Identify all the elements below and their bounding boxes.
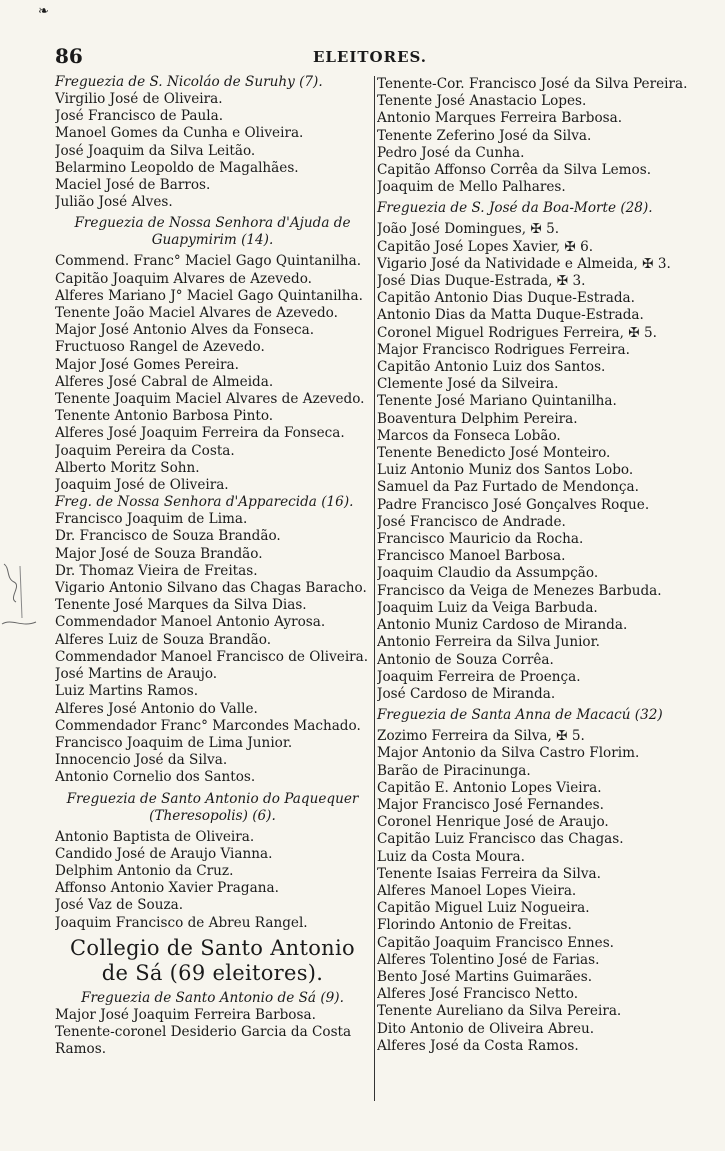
- elector-entry: Tenente Antonio Barbosa Pinto.: [55, 408, 274, 425]
- elector-entry: Major Francisco José Fernandes.: [377, 796, 604, 813]
- entry-list: [55, 829, 370, 932]
- section-heading: Freguezia de Nossa Senhora d'Ajuda de Guapymirim (14).: [74, 215, 351, 249]
- elector-entry: Vigario Antonio Silvano das Chagas Baracho.: [55, 580, 367, 597]
- elector-entry: Alferes José Cabral de Almeida.: [55, 373, 274, 390]
- elector-entry: Tenente José Anastacio Lopes.: [377, 93, 587, 110]
- elector-entry: Alferes José Antonio do Valle.: [55, 700, 258, 717]
- elector-entry: Coronel Miguel Rodrigues Ferreira, ✠ 5.: [377, 324, 657, 341]
- elector-entry: Samuel da Paz Furtado de Mendonça.: [377, 479, 639, 496]
- elector-entry: Major Francisco Rodrigues Ferreira.: [377, 341, 630, 358]
- elector-entry: Francisco Mauricio da Rocha.: [377, 531, 584, 548]
- elector-entry: Commendador Manoel Francisco de Oliveira.: [55, 648, 369, 665]
- elector-entry: Joaquim Ferreira de Proença.: [377, 668, 581, 685]
- ornament-mark: ❧: [38, 4, 49, 19]
- section-heading: Freguezia de Santo Antonio de Sá (9).: [81, 989, 344, 1006]
- elector-entry: Innocencio José da Silva.: [55, 752, 228, 769]
- elector-entry: Dito Antonio de Oliveira Abreu.: [377, 1020, 595, 1037]
- elector-entry: Alferes Manoel Lopes Vieira.: [377, 882, 577, 899]
- elector-entry: Commend. Franc° Maciel Gago Quintanilha.: [55, 253, 362, 270]
- elector-entry: Tenente-Cor. Francisco José da Silva Pereira.: [377, 76, 688, 92]
- elector-entry: Alferes José Francisco Netto.: [377, 986, 579, 1003]
- entry-list: [55, 511, 370, 786]
- elector-entry: Alberto Moritz Sohn.: [55, 459, 200, 476]
- elector-entry: Tenente Joaquim Maciel Alvares de Azevedo.: [55, 391, 365, 408]
- elector-entry: Capitão Antonio Dias Duque-Estrada.: [377, 290, 635, 307]
- elector-entry: Julião José Alves.: [55, 194, 173, 211]
- elector-entry: José Martins de Araujo.: [55, 666, 218, 683]
- elector-entry: Luiz da Costa Moura.: [377, 848, 525, 865]
- elector-entry: Tenente José Mariano Quintanilha.: [377, 393, 617, 410]
- elector-entry: Antonio Marques Ferreira Barbosa.: [377, 110, 623, 127]
- elector-entry: João José Domingues, ✠ 5.: [377, 221, 560, 238]
- elector-entry: Affonso Antonio Xavier Pragana.: [55, 880, 279, 897]
- elector-entry: Major José Gomes Pereira.: [55, 356, 239, 373]
- elector-entry: Francisco da Veiga de Menezes Barbuda.: [377, 582, 662, 599]
- elector-entry: Coronel Henrique José de Araujo.: [377, 814, 609, 831]
- elector-entry: Major José Joaquim Ferreira Barbosa.: [55, 1006, 316, 1023]
- page-number: 86: [55, 44, 83, 68]
- elector-entry: Antonio Ferreira da Silva Junior.: [377, 634, 600, 651]
- elector-entry: Capitão José Lopes Xavier, ✠ 6.: [377, 238, 594, 255]
- elector-entry: Candido José de Araujo Vianna.: [55, 845, 273, 862]
- section-heading: Freguezia de Santo Antonio do Paquequer (Theresopolis) (6).: [66, 790, 359, 824]
- elector-entry: José Francisco de Andrade.: [377, 513, 566, 530]
- elector-entry: Capitão E. Antonio Lopes Vieira.: [377, 779, 602, 796]
- elector-entry: Antonio Baptista de Oliveira.: [55, 828, 255, 845]
- elector-entry: Zozimo Ferreira da Silva, ✠ 5.: [377, 728, 585, 745]
- elector-entry: Capitão Luiz Francisco das Chagas.: [377, 831, 624, 848]
- elector-entry: Boaventura Delphim Pereira.: [377, 410, 578, 427]
- elector-entry: Capitão Affonso Corrêa da Silva Lemos.: [377, 162, 652, 179]
- elector-entry: Dr. Thomaz Vieira de Freitas.: [55, 562, 258, 579]
- elector-entry: Antonio Muniz Cardoso de Miranda.: [377, 617, 628, 634]
- elector-entry: Francisco Manoel Barbosa.: [377, 548, 566, 565]
- elector-entry: Pedro José da Cunha.: [377, 144, 525, 161]
- elector-entry: Fructuoso Rangel de Azevedo.: [55, 339, 265, 356]
- elector-entry: Tenente Aureliano da Silva Pereira.: [377, 1003, 622, 1020]
- elector-entry: José Vaz de Souza.: [55, 897, 184, 914]
- elector-entry: Capitão Joaquim Francisco Ennes.: [377, 934, 615, 951]
- section-heading: Freguezia de Santa Anna de Macacú (32): [377, 707, 663, 724]
- elector-entry: Joaquim de Mello Palhares.: [377, 179, 566, 196]
- elector-entry: Joaquim José de Oliveira.: [55, 477, 229, 494]
- elector-entry: Capitão Joaquim Alvares de Azevedo.: [55, 270, 312, 287]
- page-header: [55, 44, 685, 70]
- elector-entry: Tenente Benedicto José Monteiro.: [377, 445, 611, 462]
- elector-entry: Major José Antonio Alves da Fonseca.: [55, 322, 315, 339]
- elector-entry: Tenente João Maciel Alvares de Azevedo.: [55, 305, 338, 322]
- elector-entry: Alferes Mariano J° Maciel Gago Quintanilha.: [55, 287, 363, 304]
- elector-entry: Antonio Cornelio dos Santos.: [55, 769, 256, 786]
- elector-entry: Florindo Antonio de Freitas.: [377, 917, 572, 934]
- elector-entry: Clemente José da Silveira.: [377, 376, 559, 393]
- elector-entry: Padre Francisco José Gonçalves Roque.: [377, 496, 650, 513]
- entry-list: [55, 91, 370, 211]
- entry-list: [377, 221, 689, 703]
- elector-entry: Maciel José de Barros.: [55, 177, 211, 194]
- entry-list: [377, 728, 689, 1055]
- elector-entry: Tenente Zeferino José da Silva.: [377, 127, 592, 144]
- elector-entry: Joaquim Pereira da Costa.: [55, 442, 235, 459]
- running-title: ELEITORES.: [312, 48, 428, 66]
- elector-entry: Francisco Joaquim de Lima.: [55, 511, 248, 528]
- elector-entry: José Francisco de Paula.: [55, 108, 224, 125]
- elector-entry: Marcos da Fonseca Lobão.: [377, 427, 561, 444]
- entry-list: [55, 253, 370, 494]
- elector-entry: Joaquim Claudio da Assumpção.: [377, 565, 599, 582]
- section-heading: Freguezia de S. José da Boa-Morte (28).: [377, 200, 653, 217]
- entry-list: [377, 76, 689, 196]
- elector-entry: Capitão Antonio Luiz dos Santos.: [377, 359, 606, 376]
- elector-entry: Bento José Martins Guimarães.: [377, 968, 593, 985]
- college-title: Collegio de Santo Antonio de Sá (69 eleitores).: [70, 935, 355, 985]
- elector-entry: Vigario José da Natividade e Almeida, ✠ 3.: [377, 255, 671, 272]
- elector-entry: Alferes José da Costa Ramos.: [377, 1037, 579, 1054]
- elector-entry: Alferes Luiz de Souza Brandão.: [55, 631, 272, 648]
- elector-entry: Joaquim Luiz da Veiga Barbuda.: [377, 599, 598, 616]
- elector-entry: Dr. Francisco de Souza Brandão.: [55, 528, 281, 545]
- elector-entry: Manoel Gomes da Cunha e Oliveira.: [55, 125, 304, 142]
- elector-entry: Antonio Dias da Matta Duque-Estrada.: [377, 307, 644, 324]
- elector-entry: Francisco Joaquim de Lima Junior.: [55, 734, 293, 751]
- elector-entry: Commendador Franc° Marcondes Machado.: [55, 717, 361, 734]
- elector-entry: Joaquim Francisco de Abreu Rangel.: [55, 914, 308, 931]
- elector-entry: Commendador Manoel Antonio Ayrosa.: [55, 614, 326, 631]
- elector-entry: Tenente José Marques da Silva Dias.: [55, 597, 307, 614]
- margin-scribble-icon: [0, 558, 42, 630]
- elector-entry: Delphim Antonio da Cruz.: [55, 862, 234, 879]
- elector-entry: Major Antonio da Silva Castro Florim.: [377, 745, 640, 762]
- elector-entry: Capitão Miguel Luiz Nogueira.: [377, 900, 590, 917]
- elector-entry: Tenente-coronel Desiderio Garcia da Costa Ramos.: [55, 1023, 352, 1058]
- elector-entry: Virgilio José de Oliveira.: [55, 91, 223, 107]
- section-heading: Freguezia de S. Nicoláo de Suruhy (7).: [55, 74, 323, 90]
- elector-entry: Antonio de Souza Corrêa.: [377, 651, 554, 668]
- elector-entry: Belarmino Leopoldo de Magalhães.: [55, 159, 299, 176]
- elector-entry: José Joaquim da Silva Leitão.: [55, 142, 256, 159]
- right-column: [374, 76, 689, 1101]
- elector-entry: Luiz Martins Ramos.: [55, 683, 199, 700]
- elector-entry: Major José de Souza Brandão.: [55, 545, 263, 562]
- elector-entry: Alferes José Joaquim Ferreira da Fonseca.: [55, 425, 345, 442]
- elector-entry: José Cardoso de Miranda.: [377, 685, 556, 702]
- elector-entry: Alferes Tolentino José de Farias.: [377, 951, 600, 968]
- elector-entry: José Dias Duque-Estrada, ✠ 3.: [377, 273, 586, 290]
- elector-entry: Luiz Antonio Muniz dos Santos Lobo.: [377, 462, 634, 479]
- elector-entry: Tenente Isaias Ferreira da Silva.: [377, 865, 601, 882]
- left-column: [55, 74, 370, 1058]
- elector-entry: Barão de Piracinunga.: [377, 762, 531, 779]
- section-heading: Freg. de Nossa Senhora d'Apparecida (16).: [55, 494, 354, 511]
- entry-list: [55, 1007, 370, 1059]
